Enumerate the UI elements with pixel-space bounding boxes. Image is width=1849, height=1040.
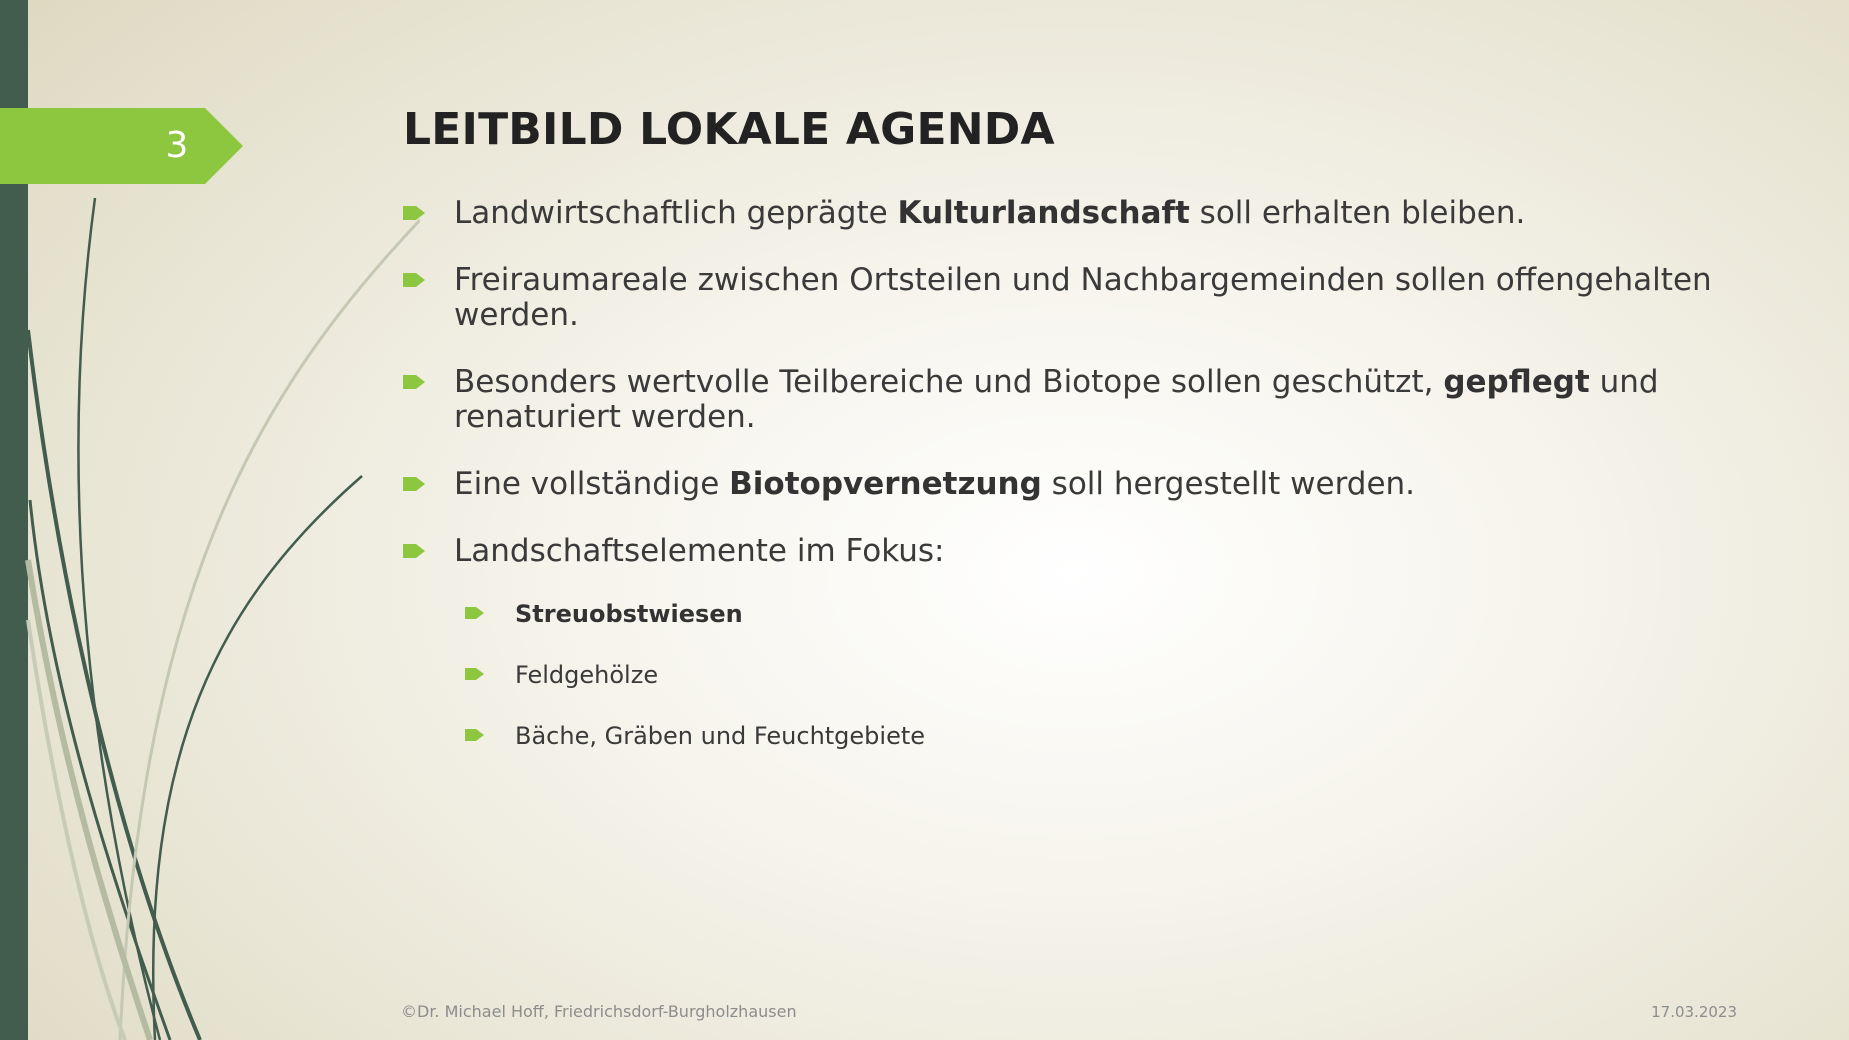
footer-date: 17.03.2023 <box>1651 1003 1737 1021</box>
arrow-bullet-icon <box>403 477 425 491</box>
arrow-bullet-icon <box>465 729 484 741</box>
arrow-bullet-icon <box>403 273 425 287</box>
footer-author: ©Dr. Michael Hoff, Friedrichsdorf-Burgholzhausen <box>401 1002 797 1021</box>
slide-number: 3 <box>165 125 189 166</box>
sub-bullet-item: Streuobstwiesen <box>403 599 1743 629</box>
sub-bullet-item: Bäche, Gräben und Feuchtgebiete <box>403 721 1743 751</box>
bullet-item: Freiraumareale zwischen Ortsteilen und Nachbargemeinden sollen offengehalten werden. <box>403 263 1743 333</box>
slide-number-badge <box>0 108 243 184</box>
arrow-bullet-icon <box>403 375 425 389</box>
bullet-list <box>403 196 1743 751</box>
arrow-bullet-icon <box>403 544 425 558</box>
arrow-bullet-icon <box>465 607 484 619</box>
bullet-item: Landschaftselemente im Fokus: <box>403 534 1743 569</box>
bullet-item: Eine vollständige Biotopvernetzung soll hergestellt werden. <box>403 467 1743 502</box>
arrow-bullet-icon <box>465 668 484 680</box>
bullet-item: Landwirtschaftlich geprägte Kulturlandschaft soll erhalten bleiben. <box>403 196 1743 231</box>
arrow-bullet-icon <box>403 206 425 220</box>
sub-bullet-item: Feldgehölze <box>403 660 1743 690</box>
bullet-item: Besonders wertvolle Teilbereiche und Biotope sollen geschützt, gepflegt und renaturiert werden. <box>403 365 1743 435</box>
slide-title: LEITBILD LOKALE AGENDA <box>403 104 1055 155</box>
